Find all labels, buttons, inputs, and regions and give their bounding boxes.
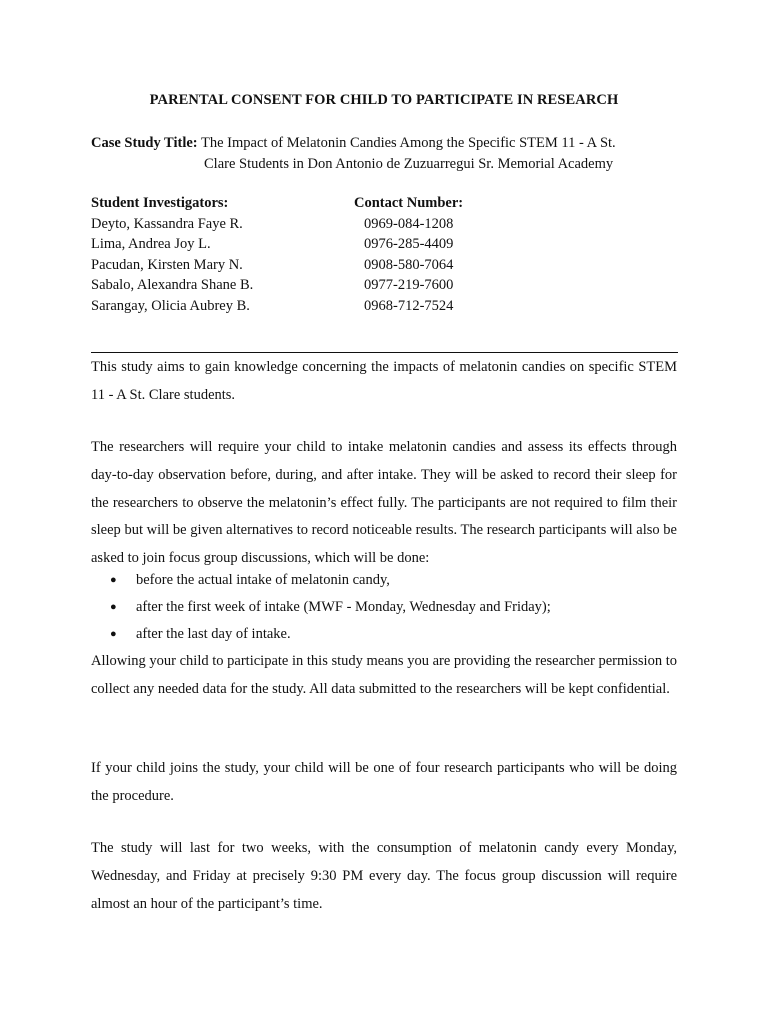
investigator-row — [91, 234, 591, 255]
list-item — [91, 621, 677, 648]
investigator-row — [91, 255, 591, 276]
list-item-text: after the last day of intake. — [136, 626, 291, 642]
bullet-icon: ● — [110, 628, 117, 640]
contact-number-header: Contact Number: — [354, 195, 464, 211]
case-study-label: Case Study Title: — [91, 135, 198, 151]
focus-group-schedule-list — [91, 567, 677, 648]
investigators-table — [91, 193, 591, 316]
list-item — [91, 594, 677, 621]
section-divider — [91, 352, 678, 353]
investigator-phone: 0969-084-1208 — [364, 215, 454, 232]
investigator-row — [91, 296, 591, 317]
paragraph-participants: If your child joins the study, your child will be one of four research participants who will be doing the procedure. — [91, 760, 677, 804]
investigators-header-row — [91, 193, 591, 214]
investigator-phone: 0976-285-4409 — [364, 236, 454, 252]
case-study-title-line-2: Clare Students in Don Antonio de Zuzuarregui Sr. Memorial Academy — [204, 156, 614, 172]
paragraph-duration: The study will last for two weeks, with the consumption of melatonin candy every Monday, Wednesday, and Friday at precisely 9:30 PM every day. The focus group discussion will require almost an hour of the participant’s time. — [91, 840, 677, 912]
investigator-phone: 0968-712-7524 — [364, 297, 454, 314]
list-item-text: after the first week of intake (MWF - Monday, Wednesday and Friday); — [136, 599, 551, 615]
investigator-phone: 0908-580-7064 — [364, 256, 454, 273]
paragraph-procedure: The researchers will require your child to intake melatonin candies and assess its effects through day-to-day observation before, during, and after intake. They will be asked to record their sleep for the researchers to observe the melatonin’s effect fully. The participants are not required to film their sleep but will be given alternatives to record noticeable results. The research participants will also be asked to join focus group discussions, which will be done: — [91, 439, 677, 567]
bullet-icon: ● — [110, 601, 117, 613]
case-study-title-line-1: The Impact of Melatonin Candies Among the Specific STEM 11 - A St. — [201, 135, 616, 151]
investigator-name: Sabalo, Alexandra Shane B. — [91, 277, 254, 293]
investigator-name: Deyto, Kassandra Faye R. — [91, 215, 243, 232]
investigator-name: Sarangay, Olicia Aubrey B. — [91, 297, 250, 314]
investigator-row — [91, 214, 591, 235]
bullet-icon: ● — [110, 574, 117, 586]
paragraph-permission: Allowing your child to participate in this study means you are providing the researcher permission to collect any needed data for the study. All data submitted to the researchers will be kept confidential. — [91, 653, 677, 697]
paragraph-study-aim: This study aims to gain knowledge concerning the impacts of melatonin candies on specific STEM 11 - A St. Clare students. — [91, 359, 677, 403]
investigators-header: Student Investigators: — [91, 195, 229, 211]
case-study-block — [91, 133, 691, 175]
investigator-name: Lima, Andrea Joy L. — [91, 236, 211, 252]
document-title: PARENTAL CONSENT FOR CHILD TO PARTICIPATE IN RESEARCH — [149, 92, 619, 108]
list-item — [91, 567, 677, 594]
investigator-name: Pacudan, Kirsten Mary N. — [91, 256, 243, 273]
list-item-text: before the actual intake of melatonin candy, — [136, 572, 390, 588]
investigator-row — [91, 275, 591, 296]
investigator-phone: 0977-219-7600 — [364, 277, 454, 293]
